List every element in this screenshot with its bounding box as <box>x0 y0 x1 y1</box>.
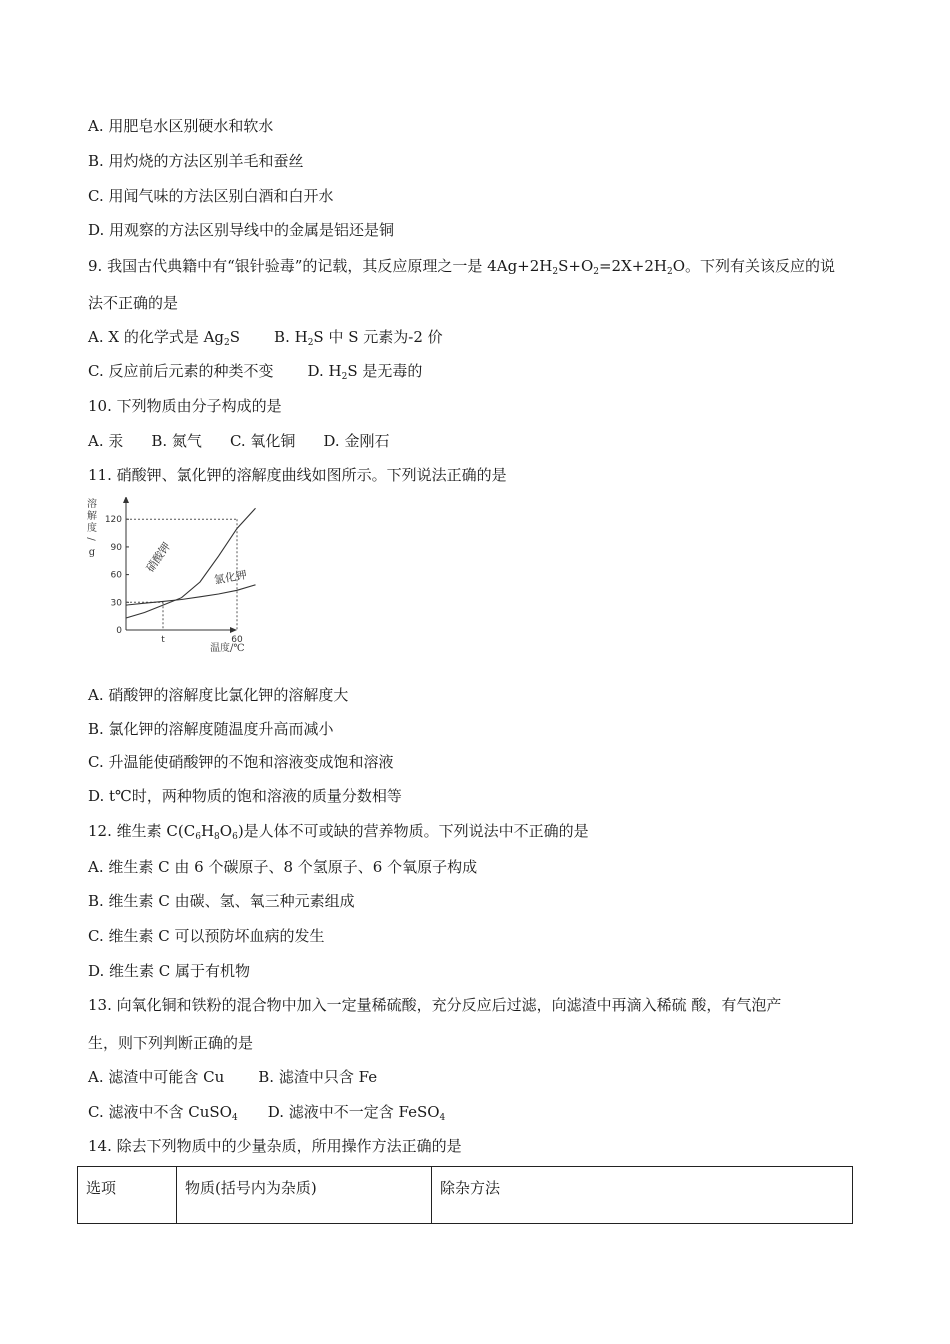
y-tick-label: 30 <box>110 598 122 609</box>
kno3-label: 硝酸钾 <box>143 540 174 575</box>
q8-option-a: A. 用肥皂水区别硬水和软水 <box>88 117 274 135</box>
q11-option-c: C. 升温能使硝酸钾的不饱和溶液变成饱和溶液 <box>88 753 394 771</box>
q12-stem: 12. 维生素 $C(C_6H_8O_6)$是人体不可或缺的营养物质。下列说法中不正确的是 <box>88 822 589 842</box>
q9-option-c: C. 反应前后元素的种类不变 <box>88 362 274 380</box>
q12-option-d: D. 维生素 C 属于有机物 <box>88 962 251 980</box>
q11-option-b: B. 氯化钾的溶解度随温度升高而减小 <box>88 720 334 738</box>
q9-options-cd <box>88 361 422 387</box>
q14-stem: 14. 除去下列物质中的少量杂质，所用操作方法正确的是 <box>88 1137 462 1155</box>
kcl-curve <box>126 585 256 605</box>
q9-option-a: A. X 的化学式是 $Ag_2S$ <box>88 328 241 348</box>
q9-stem: 9. 我国古代典籍中有“银针验毒”的记载，其反应原理之一是 $4Ag+2H_2S+O_2=2X+2H_2O$。下列有关该反应的说 <box>88 257 836 277</box>
y-tick-label: 120 <box>104 515 122 526</box>
q13-option-d: D. 滤液中不一定含 FeSO$_4$ <box>267 1103 446 1123</box>
q14-table <box>77 1166 853 1224</box>
y-axis-label-char: 溶 <box>87 499 97 510</box>
q8-option-d: D. 用观察的方法区别导线中的金属是铝还是铜 <box>88 221 395 239</box>
q13-stem-line2: 生，则下列判断正确的是 <box>88 1034 254 1052</box>
q9-option-b: B. $H_2S$ 中 S 元素为-2 价 <box>274 328 443 348</box>
table-row <box>78 1167 853 1224</box>
q13-stem: 13. 向氧化铜和铁粉的混合物中加入一定量稀硫酸，充分反应后过滤，向滤渣中再滴入稀硫 酸，有气泡产 <box>88 996 782 1014</box>
q8-option-b: B. 用灼烧的方法区别羊毛和蚕丝 <box>88 152 304 170</box>
q11-option-d: D. t℃时，两种物质的饱和溶液的质量分数相等 <box>88 787 402 805</box>
q10-option-c: C. 氧化铜 <box>229 432 296 450</box>
q12-option-c: C. 维生素 C 可以预防坏血病的发生 <box>88 927 325 945</box>
x-axis-arrow <box>230 627 237 633</box>
table-header-cell: 物质(括号内为杂质) <box>177 1167 432 1224</box>
q9-options-ab <box>88 327 443 353</box>
q13-option-c: C. 滤液中不含 CuSO$_4$ <box>88 1103 238 1123</box>
q10-options <box>88 431 389 451</box>
q11-stem: 11. 硝酸钾、氯化钾的溶解度曲线如图所示。下列说法正确的是 <box>88 466 507 484</box>
q11-option-a: A. 硝酸钾的溶解度比氯化钾的溶解度大 <box>88 686 349 704</box>
q12-option-b: B. 维生素 C 由碳、氢、氧三种元素组成 <box>88 892 355 910</box>
table-header-cell: 除杂方法 <box>432 1167 853 1224</box>
q10-stem: 10. 下列物质由分子构成的是 <box>88 397 282 415</box>
x-tick-label: 60 <box>231 635 243 645</box>
table-header-cell: 选项 <box>78 1167 177 1224</box>
y-tick-label: 90 <box>110 542 122 553</box>
q9-option-d: D. $H_2S$ 是无毒的 <box>307 362 423 382</box>
q10-option-d: D. 金刚石 <box>323 432 390 450</box>
q9-stem-line2: 法不正确的是 <box>88 294 179 312</box>
q8-option-c: C. 用闻气味的方法区别白酒和白开水 <box>88 187 334 205</box>
q13-option-a: A. 滤渣中可能含 Cu <box>88 1068 225 1086</box>
y-axis-arrow <box>123 497 129 503</box>
y-axis-label-char: g <box>88 547 96 558</box>
q10-option-a: A. 汞 <box>88 432 124 450</box>
y-axis-label-char: 度 <box>87 523 97 534</box>
q13-options-ab <box>88 1067 377 1087</box>
kcl-label: 氯化钾 <box>213 568 248 587</box>
y-tick-label: 0 <box>116 626 122 636</box>
x-axis-label: 温度/℃ <box>210 643 245 654</box>
y-axis-label-char: 解 <box>87 511 97 522</box>
q12-option-a: A. 维生素 C 由 6 个碳原子、8 个氢原子、6 个氧原子构成 <box>88 858 478 876</box>
solubility-chart <box>84 497 264 657</box>
q13-options-cd <box>88 1102 445 1128</box>
y-axis-label-char: / <box>85 537 96 541</box>
x-tick-label: t <box>161 635 165 645</box>
q10-option-b: B. 氮气 <box>151 432 202 450</box>
q13-option-b: B. 滤渣中只含 Fe <box>258 1068 378 1086</box>
y-tick-label: 60 <box>110 570 122 581</box>
